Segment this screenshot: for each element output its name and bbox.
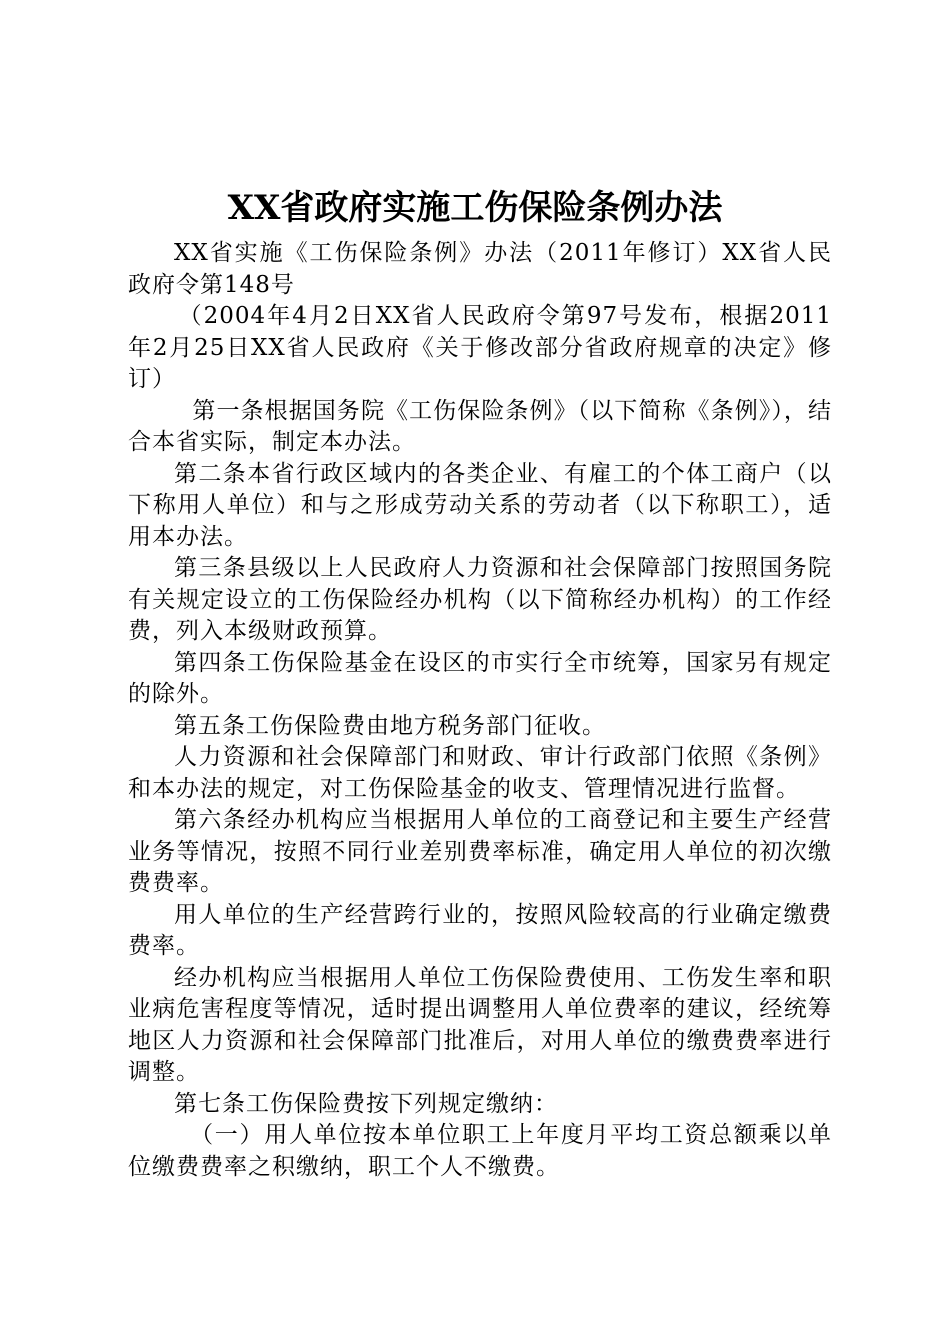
paragraph-article-4: 第四条工伤保险基金在设区的市实行全市统筹，国家另有规定的除外。 xyxy=(128,649,832,707)
paragraph-article-2: 第二条本省行政区域内的各类企业、有雇工的个体工商户（以下称用人单位）和与之形成劳动关系的劳动者（以下称职工），适用本办法。 xyxy=(128,460,832,550)
paragraph-decree-header: XX省实施《工伤保险条例》办法（2011年修订）XX省人民政府令第148号 xyxy=(128,240,832,298)
paragraph-article-6-adjustment: 经办机构应当根据用人单位工伤保险费使用、工伤发生率和职业病危害程度等情况，适时提出调整用人单位费率的建议，经统筹地区人力资源和社会保障部门批准后，对用人单位的缴费费率进行调整。 xyxy=(128,964,832,1085)
paragraph-article-7-item-1: （一）用人单位按本单位职工上年度月平均工资总额乘以单位缴费费率之积缴纳，职工个人不缴费。 xyxy=(128,1122,832,1180)
document-title: XX省政府实施工伤保险条例办法 xyxy=(227,188,723,228)
document-body xyxy=(128,238,832,1183)
paragraph-article-7: 第七条工伤保险费按下列规定缴纳： xyxy=(174,1090,558,1117)
paragraph-article-5-supervision: 人力资源和社会保障部门和财政、审计行政部门依照《条例》和本办法的规定，对工伤保险基金的收支、管理情况进行监督。 xyxy=(128,744,832,802)
paragraph-article-5: 第五条工伤保险费由地方税务部门征收。 xyxy=(174,712,606,739)
paragraph-article-1: 第一条根据国务院《工伤保险条例》（以下简称《条例》），结合本省实际，制定本办法。 xyxy=(128,397,832,455)
paragraph-article-6-cross-industry: 用人单位的生产经营跨行业的，按照风险较高的行业确定缴费费率。 xyxy=(128,901,832,959)
paragraph-article-3: 第三条县级以上人民政府人力资源和社会保障部门按照国务院有关规定设立的工伤保险经办机构（以下简称经办机构）的工作经费，列入本级财政预算。 xyxy=(128,555,832,644)
paragraph-article-6: 第六条经办机构应当根据用人单位的工商登记和主要生产经营业务等情况，按照不同行业差别费率标准，确定用人单位的初次缴费费率。 xyxy=(128,807,832,896)
paragraph-publication-note: （2004年4月2日XX省人民政府令第97号发布，根据2011年2月25日XX省人民政府《关于修改部分省政府规章的决定》修订） xyxy=(128,303,832,392)
